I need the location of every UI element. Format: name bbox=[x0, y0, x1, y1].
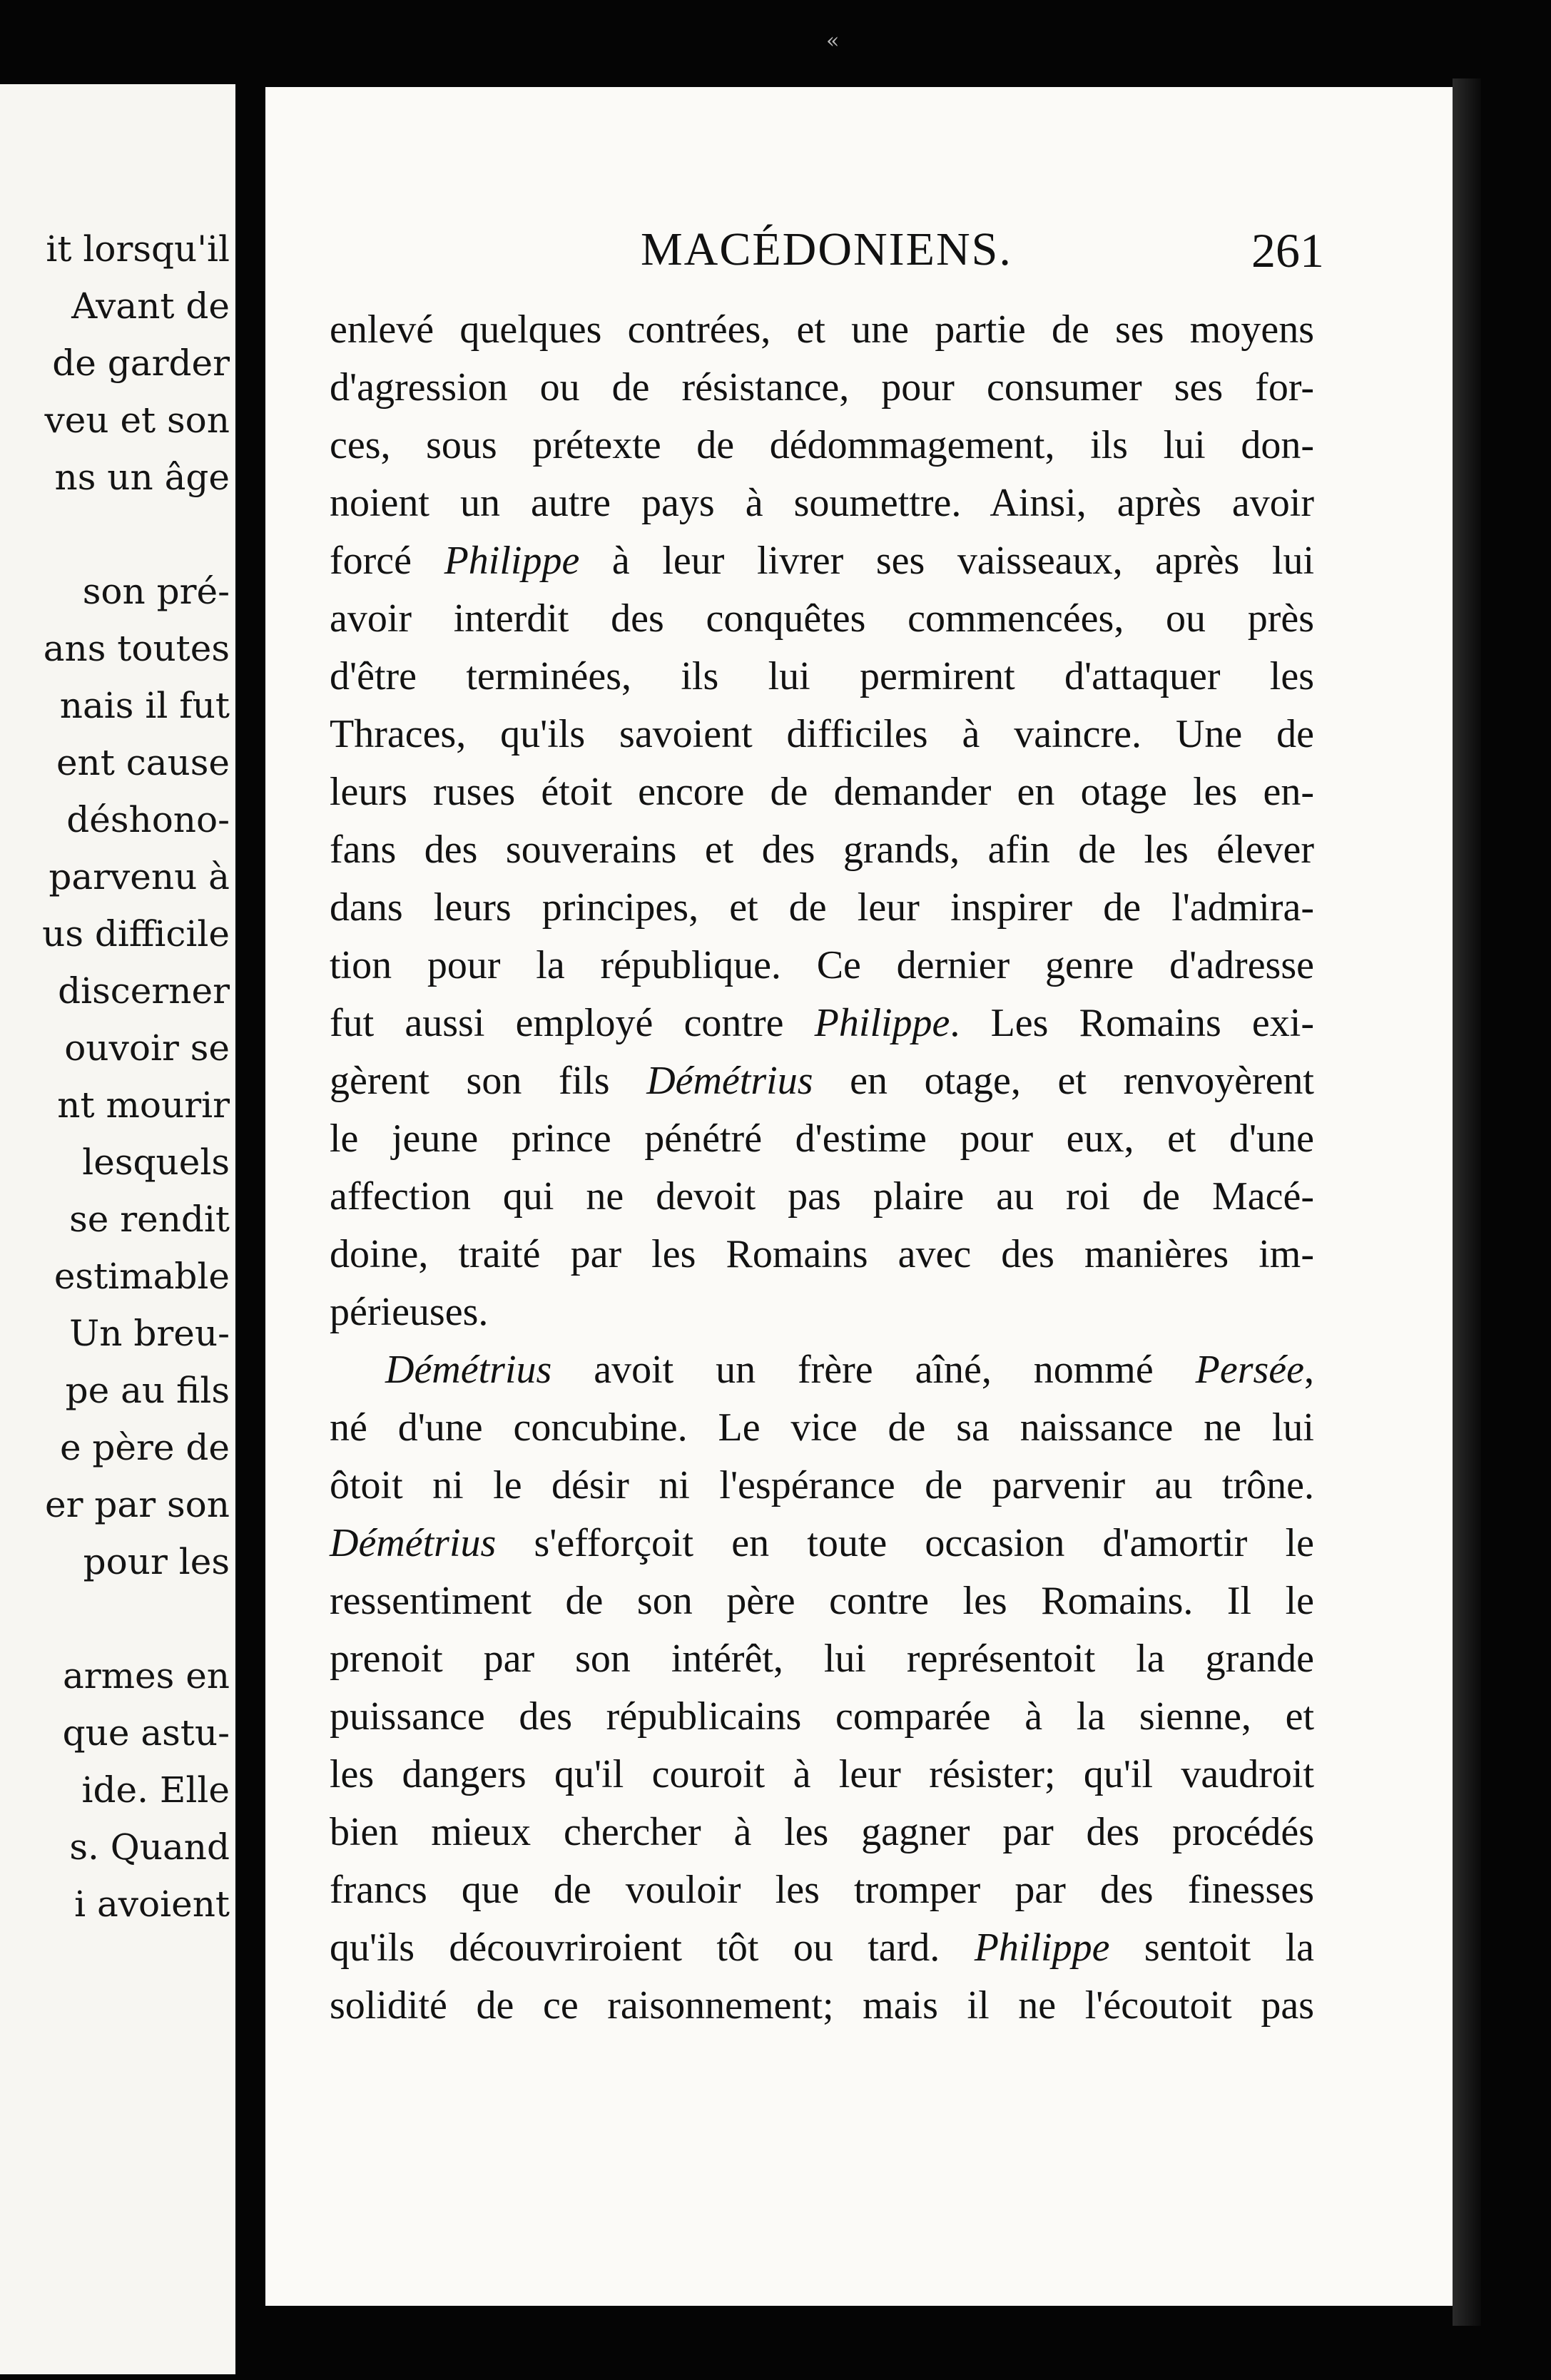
left-page-line: veu et son bbox=[44, 400, 230, 441]
body-line bbox=[330, 532, 1314, 590]
left-page-line: ns un âge bbox=[54, 457, 230, 498]
left-page-line: ouvoir se bbox=[64, 1027, 230, 1069]
left-page-line: nt mourir bbox=[57, 1084, 230, 1126]
left-page-line: ans toutes bbox=[43, 628, 230, 669]
text-run: francs que de vouloir les tromper par des finesses bbox=[330, 1868, 1314, 1912]
text-run: forcé bbox=[330, 539, 444, 583]
body-line bbox=[330, 1572, 1314, 1630]
left-page-line: son pré- bbox=[82, 571, 230, 612]
body-line bbox=[330, 1052, 1314, 1110]
italic-name: Persée bbox=[1195, 1348, 1304, 1392]
left-page-line: lesquels bbox=[82, 1141, 230, 1183]
text-run: gèrent son fils bbox=[330, 1059, 647, 1103]
text-run: , bbox=[1304, 1348, 1314, 1392]
text-run: dans leurs principes, et de leur inspirer de l'admira- bbox=[330, 885, 1314, 930]
body-line bbox=[330, 648, 1314, 706]
body-line bbox=[330, 1399, 1314, 1457]
body-line bbox=[330, 1746, 1314, 1804]
text-run: tion pour la république. Ce dernier genre d'adresse bbox=[330, 943, 1314, 987]
left-page-line: e père de bbox=[59, 1427, 230, 1468]
left-page-line: estimable bbox=[54, 1256, 230, 1297]
left-page-line: ent cause bbox=[56, 742, 230, 783]
text-run: ces, sous prétexte de dédommagement, ils lui don- bbox=[330, 423, 1314, 467]
text-run: s'efforçoit en toute occasion d'amortir le bbox=[496, 1521, 1314, 1565]
italic-name: Démétrius bbox=[646, 1059, 813, 1103]
body-line bbox=[330, 1168, 1314, 1226]
text-run: en otage, et renvoyèrent bbox=[813, 1059, 1314, 1103]
text-run: affection qui ne devoit pas plaire au roi de Macé- bbox=[330, 1174, 1314, 1219]
body-line bbox=[330, 1226, 1314, 1283]
left-page-fragment bbox=[0, 84, 235, 2374]
body-line bbox=[330, 1457, 1314, 1515]
text-run: fut aussi employé contre bbox=[330, 1001, 815, 1045]
text-run: ôtoit ni le désir ni l'espérance de parvenir au trône. bbox=[330, 1463, 1314, 1507]
left-page-line: de garder bbox=[52, 342, 230, 384]
text-run: qu'ils découvriroient tôt ou tard. bbox=[330, 1926, 975, 1970]
text-run: les dangers qu'il couroit à leur résister; qu'il vaudroit bbox=[330, 1752, 1314, 1796]
left-page-line: pe au fils bbox=[65, 1370, 230, 1411]
book-gutter bbox=[235, 0, 264, 2380]
body-line bbox=[330, 474, 1314, 532]
left-page-line: us difficile bbox=[42, 913, 230, 955]
body-line bbox=[330, 1341, 1314, 1399]
body-line bbox=[330, 1688, 1314, 1746]
left-page-line: déshono- bbox=[66, 799, 230, 840]
body-line bbox=[330, 1919, 1314, 1977]
text-run: puissance des républicains comparée à la sienne, et bbox=[330, 1694, 1314, 1739]
text-run: d'agression ou de résistance, pour consumer ses for- bbox=[330, 365, 1314, 410]
body-line bbox=[330, 1804, 1314, 1861]
right-page bbox=[265, 87, 1453, 2306]
italic-name: Démétrius bbox=[330, 1521, 497, 1565]
body-line bbox=[330, 937, 1314, 995]
page-edge-shadow bbox=[1453, 78, 1481, 2326]
left-page-line: Un breu- bbox=[69, 1313, 230, 1354]
left-page-line: armes en bbox=[62, 1655, 230, 1697]
top-mark: « bbox=[826, 29, 840, 54]
left-page-line: it lorsqu'il bbox=[46, 228, 230, 270]
text-run: doine, traité par les Romains avec des manières im- bbox=[330, 1232, 1314, 1276]
body-line bbox=[330, 1977, 1314, 2035]
body-line bbox=[330, 1515, 1314, 1572]
text-run: . Les Romains exi- bbox=[950, 1001, 1314, 1045]
left-page-line: se rendit bbox=[69, 1199, 230, 1240]
text-run: avoit un frère aîné, nommé bbox=[551, 1348, 1196, 1392]
body-line bbox=[330, 821, 1314, 879]
running-head: MACÉDONIENS. bbox=[641, 223, 1012, 275]
left-page-line: ide. Elle bbox=[81, 1769, 230, 1811]
body-line bbox=[330, 706, 1314, 763]
text-run: le jeune prince pénétré d'estime pour eux, et d'une bbox=[330, 1117, 1314, 1161]
text-run: d'être terminées, ils lui permirent d'attaquer les bbox=[330, 654, 1314, 698]
body-line bbox=[330, 301, 1314, 359]
text-run: périeuses. bbox=[330, 1290, 489, 1334]
body-text bbox=[330, 301, 1314, 2035]
text-run: avoir interdit des conquêtes commencées, ou près bbox=[330, 596, 1314, 641]
body-line bbox=[330, 879, 1314, 937]
body-line bbox=[330, 763, 1314, 821]
text-run: leurs ruses étoit encore de demander en otage les en- bbox=[330, 770, 1314, 814]
left-page-line: pour les bbox=[83, 1541, 230, 1582]
text-run: Thraces, qu'ils savoient difficiles à vaincre. Une de bbox=[330, 712, 1314, 756]
italic-name: Philippe bbox=[974, 1926, 1110, 1970]
left-page-line: discerner bbox=[58, 970, 230, 1012]
left-page-line: que astu- bbox=[62, 1712, 230, 1754]
body-line bbox=[330, 590, 1314, 648]
text-run: fans des souverains et des grands, afin de les élever bbox=[330, 828, 1314, 872]
left-page-line: parvenu à bbox=[49, 856, 230, 897]
body-line bbox=[330, 995, 1314, 1052]
text-run: à leur livrer ses vaisseaux, après lui bbox=[579, 539, 1314, 583]
page-number: 261 bbox=[1251, 223, 1324, 278]
body-line bbox=[330, 359, 1314, 417]
body-line bbox=[330, 1110, 1314, 1168]
left-page-line: s. Quand bbox=[69, 1826, 230, 1868]
body-line bbox=[330, 417, 1314, 474]
left-page-line: i avoient bbox=[74, 1883, 230, 1925]
body-line bbox=[330, 1630, 1314, 1688]
text-run: ressentiment de son père contre les Romains. Il le bbox=[330, 1579, 1314, 1623]
italic-name: Démétrius bbox=[385, 1348, 552, 1392]
text-run: prenoit par son intérêt, lui représentoit la grande bbox=[330, 1637, 1314, 1681]
text-run: enlevé quelques contrées, et une partie de ses moyens bbox=[330, 307, 1314, 352]
left-page-line: nais il fut bbox=[59, 685, 230, 726]
italic-name: Philippe bbox=[444, 539, 580, 583]
left-page-line: Avant de bbox=[71, 285, 230, 327]
text-run: bien mieux chercher à les gagner par des procédés bbox=[330, 1810, 1314, 1854]
body-line bbox=[330, 1283, 1314, 1341]
text-run: sentoit la bbox=[1109, 1926, 1315, 1970]
text-run: né d'une concubine. Le vice de sa naissance ne lui bbox=[330, 1405, 1314, 1450]
body-line bbox=[330, 1861, 1314, 1919]
left-page-line: er par son bbox=[45, 1484, 230, 1525]
text-run: solidité de ce raisonnement; mais il ne l'écoutoit pas bbox=[330, 1983, 1314, 2028]
text-run: noient un autre pays à soumettre. Ainsi, après avoir bbox=[330, 481, 1314, 525]
italic-name: Philippe bbox=[814, 1001, 950, 1045]
